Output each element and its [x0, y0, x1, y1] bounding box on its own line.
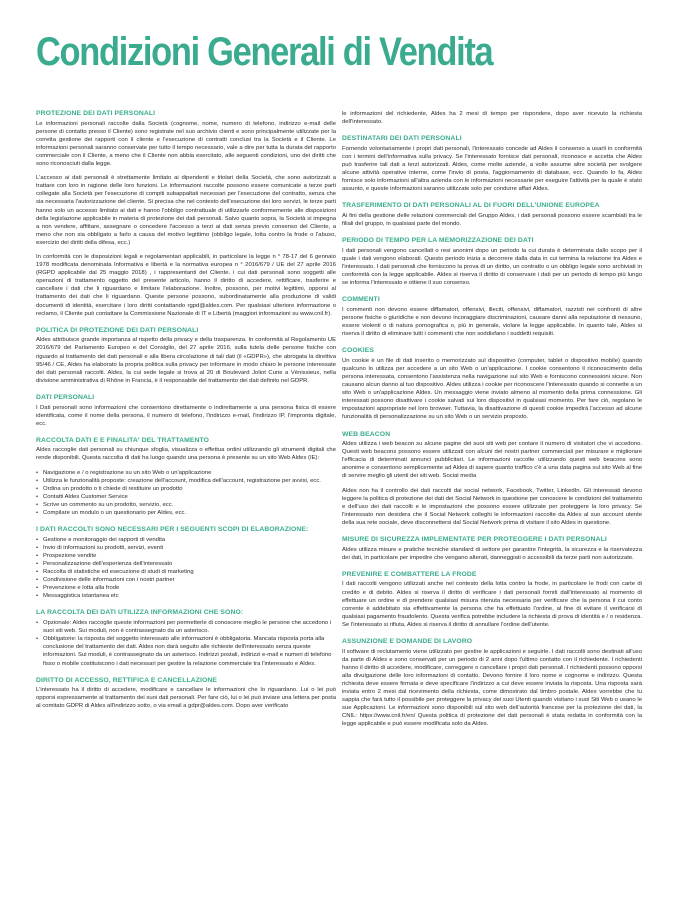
section-misure-di-sicurezza-implementate-per-pro: [342, 536, 642, 562]
section-dati-personali: [36, 394, 336, 428]
section-commenti: [342, 296, 642, 338]
paragraph: Fornendo volontariamente i propri dati personali, l'interessato concede ad Aldes il consenso a usarli in conformità con i termini dell'informativa sulla privacy. Se l'interessato fornisce dati personali, riconosce e accetta che Aldes può trasferire tali dati a terzi autorizzati. Aldes, come molte aziende, a volte assume altre società per svolgere alcune attività operative interne, come l'invio di posta, l'aggiornamento di database, ecc. Quando lo fa, Aldes fornisce solo informazioni all'altra azienda con le informazioni necessarie per eseguire l'attività per la quale è stato assunto, e queste informazioni saranno utilizzate solo per condurre affari Aldes.: [342, 145, 642, 193]
bullet-item: • Compilare un modulo o un questionario per Aldes, ecc.: [36, 509, 336, 517]
paragraph: Il software di reclutamento viene utilizzato per gestire le applicazioni e seguirle. I dati raccolti sono destinati all'uso da parte di Aldes e sono conservati per un periodo di 2 anni dopo l'ultimo contatto con il richiedente. I richiedenti hanno il diritto di accedere, modificare, correggere o cancellare i propri dati personali. I richiedenti possono opporsi alla divulgazione delle loro informazioni di contatto. Devono fornire il loro nome e cognome e indirizzo. Questa richiesta deve essere firmata e deve specificare l'indirizzo a cui deve essere inviata la risposta. Una risposta sarà inviata entro 2 mesi dal ricevimento della richiesta, come dimostrato dal timbro postale. Aldes vorrebbe che tu sappia che farà tutto il possibile per proteggere la privacy dei suoi Utenti quando visitano i suoi Siti Web o usano le sue Applicazioni. Le informazioni sono disponibili sul sito web dell'autorità francese per la protezione dei dati, la CNIL: https://www.cnil.fr/en/ Questa politica di protezione dei dati personali è stata redatta in conformità con la legge applicabile e può essere modificata solo da Aldes.: [342, 648, 642, 728]
paragraph: I Dati personali sono informazioni che consentono direttamente o indirettamente a una persona fisica di essere identificata, come il nome della persona, il numero di telefono, l'indirizzo e-mail, l'indirizzo IP, l'impronta digitale, ecc.: [36, 404, 336, 427]
section-heading: DATI PERSONALI: [36, 393, 95, 401]
section-web-beacon: [342, 431, 642, 528]
paragraph: In conformità con le disposizioni legali e regolamentari applicabili, in particolare la legge n ° 78-17 del 6 gennaio 1978 modificata denominata Informativa e libertà e la normativa europea n ° 2016/679 / UE del 27 aprile 2016 (RGPD applicabile dal 25 maggio 2018) , i rappresentanti del Cliente. i cui dati personali sono soggetti alle operazioni di trattamento oggetto del presente articolo, hanno il diritto di accedere, rettificare, trasferire e cancellare i dati che li riguardano e limitare l'elaborazione. Inoltre, possono, per motivi legittimi, opporsi al trattamento dei dati che li riguardano. Queste persone possono, subordinatamente alla produzione di validi documenti di identità, esercitare i loro diritti contattando rgpd@aldes.com. Per qualsiasi ulteriore informazione o reclamo, il Cliente può contattare la Commissione Nazionale di IT e Libertà (maggiori informazioni su www.cnil.fr).: [36, 254, 336, 317]
section-cookies: [342, 347, 642, 421]
section-raccolta-dati-e-e-finalita-del-trattamen: [36, 437, 336, 517]
section-heading: ASSUNZIONE E DOMANDE DI LAVORO: [342, 637, 473, 645]
section-assunzione-e-domande-di-lavoro: [342, 638, 642, 729]
paragraph: Aldes utilizza i web beacon su alcune pagine dei suoi siti web per contare il numero di visitatori che vi accedono. Questi web beacons possono essere utilizzati con alcuni dei nostri partner commerciali per misurare e migliorare l'efficacia di determinati annunci pubblicitari. Le informazioni raccolte utilizzando questi web beacons sono anonime e consentono semplicemente ad Aldes di sapere quanto traffico c'è a una data pagina sul sito Web al fine di servire meglio gli utenti dei siti web. Social media: [342, 441, 642, 480]
bullet-item: • Scrive un commento su un prodotto, servizio, ecc.: [36, 501, 336, 509]
bullet-item: • Obbligatorie: la risposta del soggetto interessato alle informazioni è obbligatoria. Mancata risposta porta alla conclusione del trattamento dei dati. Aldes non darà seguito alle richieste dell'interessato senza queste informazioni. Sui moduli, è contrassegnato da un asterisco. Indirizzi postali, indirizzi e-mail e numeri di telefono fisso o mobile costituiscono i dati necessari per gestire la relazione commerciale tra l'interessato e Aldes.: [36, 635, 336, 667]
section-destinatari-dei-dati-personali: [342, 135, 642, 193]
paragraph: I dati raccolti vengono utilizzati anche nel contesto della lotta contro la frode, in particolare le frodi con carte di credito e di debito. Aldes si riserva il diritto di verificare i dati personali forniti dall'interessato al momento di effettuare un ordine e di prendere qualsiasi misura ritenuta necessaria per verificare che la persona il cui conto corrente è addebitato sia effettivamente la persona che ha effettuato l'ordine, al fine di evitare il verificarsi di qualsiasi pagamento fraudolento. Questa verifica potrebbe includere la richiesta di prova di identità e / o residenza. Se l'interessato si rifiuta, Aldes si riserva il diritto di annullare l'ordine dell'utente.: [342, 581, 642, 628]
paragraph: L'accesso ai dati personali è strettamente limitato ai dipendenti e titolari della Società, che sono autorizzati a trattare con loro in ragione delle loro funzioni. Le informazioni raccolte possono essere comunicate a terze parti collegate alla Società per l'esecuzione di compiti subappaltati necessari per l'esecuzione del contratto, senza che sia necessaria l'autorizzazione del cliente. Si precisa che nel contesto dell'esecuzione dei loro servizi, le terze parti hanno solo un accesso limitato ai dati e hanno l'obbligo contrattuale di utilizzarle conformemente alle disposizioni della legislazione applicabile in materia di protezione dei dati personali. Salvo quanto sopra, la Società si impegna a non vendere, affittare, assegnare o concedere l'accesso a terzi ai dati senza previo consenso del Cliente, a meno che non sia obbligato a farlo a causa del motivo legittimo (obbligo legale, lotta contro la frode o l'abuso, esercizio dei diritti della difesa, ecc.): [36, 175, 336, 246]
section-protezione-dei-dati-personali: [36, 110, 336, 318]
paragraph: le informazioni del richiedente, Aldes ha 2 mesi di tempo per rispondere, dopo aver ricevuto la richiesta dell'interessato.: [342, 111, 642, 126]
bullet-list: [36, 469, 336, 518]
section-heading: WEB BEACON: [342, 430, 391, 438]
section-prevenire-e-combattere-la-frode: [342, 571, 642, 629]
paragraph: Aldes attribuisce grande importanza al rispetto della privacy e della trasparenza. In conformità al Regolamento UE 2016/679 del Parlamento Europeo e del Consiglio, del 27 aprile 2016, sulla tutela delle persone fisiche con riguardo al trattamento dei dati personali e alla libera circolazione di tali dati (il «GDPR»), che abrogata la direttiva 95/46 / CE, Aldes ha elaborato la propria politica sulla privacy per informare in modo chiaro le persone interessate dei dati personali raccolti. Aldes, la cui sede legale si trova al 20 di Boulevard Joliot Curie a Vénissieux, nella divisione amministrativa di Rhône in Francia, è il responsabile del trattamento dei dati definito nel GDPR.: [36, 337, 336, 384]
paragraph: Aldes raccoglie dati personali su chiunque sfoglia, visualizza o effettua ordini utilizzando gli strumenti digitali che rende disponibili. Questa raccolta di dati ha luogo quando una persona è presente su un sito Web Aldes (IE):: [36, 447, 336, 462]
section-heading: COMMENTI: [342, 296, 380, 304]
bullet-item: • Raccolta di statistiche ed esecuzione di studi di marketing: [36, 568, 336, 576]
bullet-item: • Messaggistica istantanea etc: [36, 592, 336, 600]
paragraph: I dati personali vengono cancellati o resi anonimi dopo un periodo la cui durata è determinata dallo scopo per il quale i dati vengono elaborati. Questo periodo inizia a decorrere dalla data in cui termina la relazione tra Aldes e l'interessato. I dati personali che forniscono la prova di un diritto, un contratto o un obbligo legale sono archiviati in conformità con la legge applicabile. Aldes si riserva il diritto di conservare i dati per un periodo di tempo più lungo se informa l'interessato e ottiene il suo consenso.: [342, 247, 642, 287]
section-continued: [342, 110, 642, 126]
paragraph: Un cookie è un file di dati inserito o memorizzato sul dispositivo (computer, tablet o dispositivo mobile) quando qualcuno lo utilizza per accedere a un sito Web o un'applicazione. I cookie consentono il riconoscimento della persona interessata, consentono l'assistenza nella navigazione sul sito Web e forniscono connessioni sicure. Non causano alcun danno al tuo dispositivo. Aldes utilizza i cookie per riconoscere l'interessato quando si connette a un sito Web o un'applicazione Aldes. Un messaggio viene inviato almeno al momento della prima connessione. Gli interessati possono disattivare i cookie salvati sui loro dispositivi in qualsiasi momento. Per fare ciò, regolano le impostazioni appropriate nel loro browser. Tuttavia, la disattivazione di questi cookie impedirà l'accesso ad alcune funzionalità di personalizzazione su un sito Web o un servizio proposto.: [342, 357, 642, 421]
section-heading: POLITICA DI PROTEZIONE DEI DATI PERSONALI: [36, 326, 199, 334]
paragraph: L'interessato ha il diritto di accedere, modificare e cancellare le informazioni che lo riguardano. Lui o lei può opporsi espressamente al trattamento dei suoi dati personali. Per fare ciò, lui o lei può inviare una lettera per posta al comitato GDPR di Aldes all'indirizzo sotto, o via email a gdpr@aldes.com. Dopo aver verificato: [36, 687, 336, 710]
section-i-dati-raccolti-sono-necessari-per-i-seg: [36, 526, 336, 600]
bullet-item: • Opzionale: Aldes raccoglie queste informazioni per permetterle di conoscere meglio le persone che accedono i suoi siti web. Sui moduli, non è contrassegnato da un asterisco.: [36, 619, 336, 635]
section-politica-di-protezione-dei-dati-personal: [36, 327, 336, 385]
section-diritto-di-accesso-rettifica-e-cancellaz: [36, 677, 336, 711]
section-la-raccolta-dei-dati-utilizza-informazio: [36, 609, 336, 667]
section-heading: PREVENIRE E COMBATTERE LA FRODE: [342, 570, 477, 578]
section-heading: LA RACCOLTA DEI DATI UTILIZZA INFORMAZIONI CHE SONO:: [36, 609, 244, 617]
bullet-item: • Invio di informazioni su prodotti, servizi, eventi: [36, 544, 336, 552]
paragraph: Aldes non ha il controllo dei dati raccolti dai social network, Facebook, Twitter, LinkedIn. Gli interessati devono leggere la politica di protezione dei dati dei Social Network in questione per conoscere le condizioni del trattamento e dell'uso dei dati raccolti e le impostazioni che possono essere utilizzate per proteggere la loro privacy. Se l'interessato non desidera che il Social Network colleghi le informazioni raccolte da Aldes al suo account utente della sua rete sociale, deve disconnettersi dal Social Network prima di visitare il sito Aldes in questione.: [342, 487, 642, 526]
bullet-item: • Prevenzione e lotta alla frode: [36, 584, 336, 592]
paragraph: Le informazioni personali raccolte dalla Società (cognome, nome, numero di telefono, indirizzo e-mail delle persone di contatto presso il Cliente) sono registrate nel suo archivio clienti e sono principalmente utilizzate per la corretta gestione dei rapporti con il cliente e l'esecuzione di contratti conclusi tra la Società e il Cliente. Le informazioni personali saranno conservate per tutto il tempo necessario, vale a dire per tutta la durata del rapporto commerciale con il Cliente, a meno che il Cliente non abbia esercitato, alle seguenti condizioni, uno dei diritti che sono riconosciuti dalla legge.: [36, 120, 336, 168]
section-periodo-di-tempo-per-la-memorizzazione-d: [342, 237, 642, 287]
section-heading: COOKIES: [342, 347, 375, 355]
section-trasferimento-di-dati-personali-al-di-fu: [342, 202, 642, 228]
bullet-item: • Condivisione delle informazioni con i nostri partner: [36, 576, 336, 584]
bullet-item: • Utilizza le funzionalità proposte: creazione dell'account, modifica dell'account, registrazione per avvisi, ecc.: [36, 477, 336, 485]
section-heading: TRASFERIMENTO DI DATI PERSONALI AL DI FUORI DELL'UNIONE EUROPEA: [342, 202, 600, 210]
section-heading: MISURE DI SICUREZZA IMPLEMENTATE PER PROTEGGERE I DATI PERSONALI: [342, 536, 607, 544]
section-heading: DIRITTO DI ACCESSO, RETTIFICA E CANCELLAZIONE: [36, 676, 217, 684]
bullet-item: • Gestione e monitoraggio dei rapporti di vendita: [36, 536, 336, 544]
bullet-item: • Ordina un prodotto o ti chiede di restituire un prodotto: [36, 485, 336, 493]
paragraph: Aldes utilizza misure e pratiche tecniche standard di settore per garantire l'integrità, la sicurezza e la riservatezza dei dati, in particolare per impedire che vengano alterati, danneggiati o accessibili da terze parti non autorizzate.: [342, 546, 642, 561]
right-column: [342, 110, 642, 738]
section-heading: I DATI RACCOLTI SONO NECESSARI PER I SEGUENTI SCOPI DI ELABORAZIONE:: [36, 526, 309, 534]
bullet-item: • Contatti Aldes Customer Service: [36, 493, 336, 501]
paragraph: I commenti non devono essere diffamatori, offensivi, illeciti, offensivi, diffamatori, razzisti nei confronti di altre persone fisiche o giuridiche e non devono incoraggiare discriminazioni, causare danni alla reputazione di nessuno, essere violenti o di natura pornografica o, più in generale, violare la legge applicabile. In quanto tale, Aldes si riserva il diritto di eliminare tutti i commenti che non soddisfano i suddetti requisiti.: [342, 306, 642, 338]
section-heading: PERIODO DI TEMPO PER LA MEMORIZZAZIONE DEI DATI: [342, 237, 534, 245]
bullet-item: • Personalizzazione dell'esperienza dell'interessato: [36, 560, 336, 568]
bullet-item: • Prospezione vendite: [36, 552, 336, 560]
page-title: Condizioni Generali di Vendita: [36, 30, 493, 74]
paragraph: Ai fini della gestione delle relazioni commerciali del Gruppo Aldes, i dati personali possono essere scambiati tra le filiali del gruppo, in qualsiasi parte del mondo.: [342, 212, 642, 228]
section-heading: PROTEZIONE DEI DATI PERSONALI: [36, 110, 156, 117]
bullet-item: • Navigazione e / o registrazione su un sito Web o un'applicazione: [36, 469, 336, 477]
left-column: [36, 110, 336, 720]
bullet-list: [36, 619, 336, 668]
section-heading: DESTINATARI DEI DATI PERSONALI: [342, 135, 462, 143]
section-heading: RACCOLTA DATI E E FINALITA' DEL TRATTAMENTO: [36, 436, 210, 444]
bullet-list: [36, 536, 336, 601]
